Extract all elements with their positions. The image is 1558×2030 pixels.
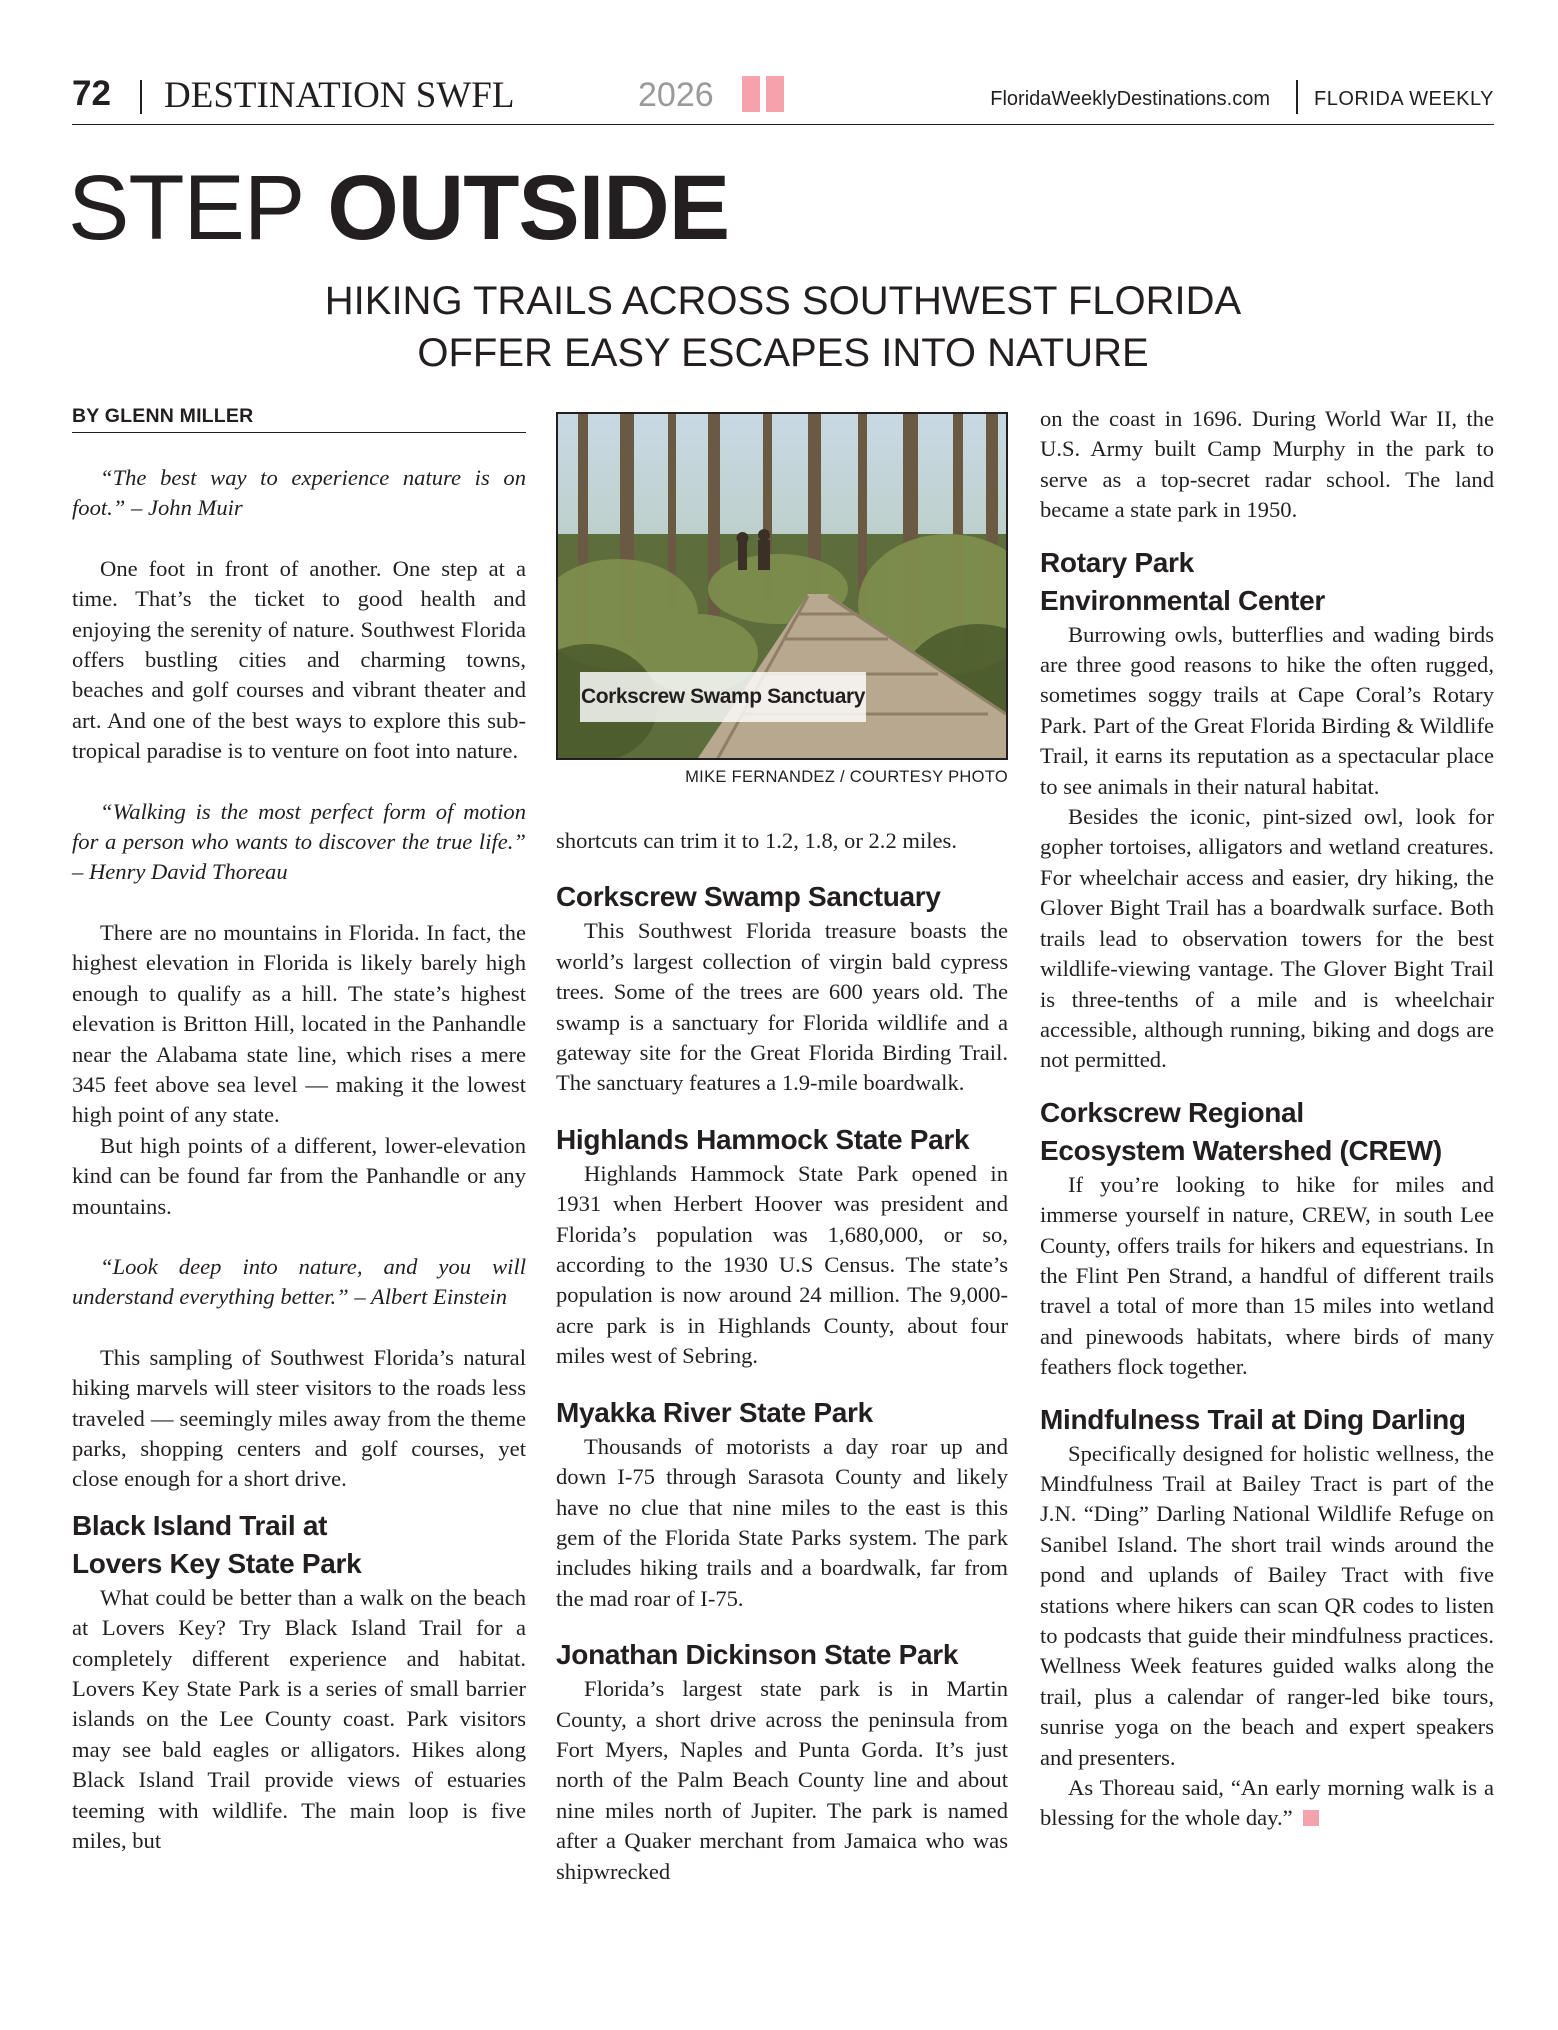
header-divider-right xyxy=(1296,80,1298,114)
article-subtitle-line2: OFFER EASY ESCAPES INTO NATURE xyxy=(417,331,1149,375)
photo-label: Corkscrew Swamp Sanctuary xyxy=(580,672,866,722)
paragraph: There are no mountains in Florida. In fact, the highest elevation in Florida is likely barely high enough to qualify as a hill. The state’s highest elevation is Britton Hill, located in the Panhandle near the Alabama state line, which rises a mere 345 feet above sea level — making it the lowest high point of any state. xyxy=(72,919,526,1128)
website-link[interactable]: FloridaWeeklyDestinations.com xyxy=(990,88,1270,110)
publication-name: FLORIDA WEEKLY xyxy=(1313,88,1494,110)
section-year: 2026 xyxy=(638,76,714,114)
paragraph: This sampling of Southwest Florida’s natural hiking marvels will steer visitors to the roads less traveled — seemingly miles away from the theme parks, shopping centers and golf courses, yet close enough for a short drive. xyxy=(72,1344,526,1492)
header-divider xyxy=(140,80,142,114)
heading-crew xyxy=(1040,1094,1494,1170)
accent-blocks xyxy=(742,76,784,112)
column-1 xyxy=(72,402,526,1856)
paragraph: Besides the iconic, pint-sized owl, look for gopher tortoises, alligators and wetland creatures. For wheelchair access and easier, dry hiking, the Glover Bight Trail has a boardwalk surface. Both trails lead to observation towers for the best wildlife-viewing vantage. The Glover Bight Trail is three-tenths of a mile and is wheelchair accessible, although running, biking and dogs are not permitted. xyxy=(1040,804,1494,1073)
paragraph: Burrowing owls, butterflies and wading birds are three good reasons to hike the often rugged, sometimes soggy trails at Cape Coral’s Rotary Park. Part of the Great Florida Birding & Wildlife Trail, it earns its reputation as a spectacular place to see animals in their natural habitat. xyxy=(1040,621,1494,799)
paragraph: shortcuts can trim it to 1.2, 1.8, or 2.2 miles. xyxy=(556,828,957,853)
heading-ding-darling: Mindfulness Trail at Ding Darling xyxy=(1040,1403,1466,1435)
heading-line: Corkscrew Regional xyxy=(1040,1096,1304,1128)
column-3 xyxy=(1040,404,1494,1834)
heading-line: Environmental Center xyxy=(1040,584,1325,616)
end-mark-icon xyxy=(1303,1810,1319,1826)
paragraph: Florida’s largest state park is in Martin County, a short drive across the peninsula from Fort Myers, Naples and Punta Gorda. It’s just north of the Palm Beach County line and about nine miles north of Jupiter. The park is named after a Quaker merchant from Jamaica who was shipwrecked xyxy=(556,1676,1008,1884)
title-light: STEP xyxy=(68,157,328,259)
paragraph: on the coast in 1696. During World War II, the U.S. Army built Camp Murphy in the park to serve as a top-secret radar school. The land became a state park in 1950. xyxy=(1040,406,1494,523)
heading-rotary-park xyxy=(1040,544,1494,620)
heading-line: Lovers Key State Park xyxy=(72,1547,362,1579)
article-subtitle-line1: HIKING TRAILS ACROSS SOUTHWEST FLORIDA xyxy=(324,279,1242,323)
photo-corkscrew-swamp xyxy=(556,412,1008,760)
heading-black-island xyxy=(72,1507,526,1583)
heading-corkscrew: Corkscrew Swamp Sanctuary xyxy=(556,881,941,913)
photo-credit: MIKE FERNANDEZ / COURTESY PHOTO xyxy=(685,768,1008,786)
quote-thoreau: “Walking is the most perfect form of motion for a person who wants to discover the true life.” – Henry David Thoreau xyxy=(72,798,526,885)
closing-paragraph xyxy=(1040,1773,1494,1834)
heading-line: Ecosystem Watershed (CREW) xyxy=(1040,1134,1442,1166)
paragraph: If you’re looking to hike for miles and immerse yourself in nature, CREW, in south Lee County, offers trails for hikers and equestrians. In the Flint Pen Strand, a handful of different trails travel a total of more than 15 miles into wetland and pinewoods habitats, where birds of many feathers flock together. xyxy=(1040,1171,1494,1380)
quote-einstein: “Look deep into nature, and you will understand everything better.” – Albert Einstein xyxy=(72,1253,526,1310)
byline: BY GLENN MILLER xyxy=(72,402,526,433)
heading-jonathan-dickinson: Jonathan Dickinson State Park xyxy=(556,1639,959,1671)
paragraph: This Southwest Florida treasure boasts the world’s largest collection of virgin bald cypress trees. Some of the trees are 600 years old. The swamp is a sanctuary for Florida wildlife and a gateway site for the Great Florida Birding Trail. The sanctuary features a 1.9-mile boardwalk. xyxy=(556,918,1008,1096)
paragraph: Thousands of motorists a day roar up and down I-75 through Sarasota County and likely have no clue that nine miles to the east is this gem of the Florida State Parks system. The park includes hiking trails and a boardwalk, far from the mad roar of I-75. xyxy=(556,1433,1008,1611)
heading-line: Rotary Park xyxy=(1040,546,1194,578)
paragraph: Highlands Hammock State Park opened in 1931 when Herbert Hoover was president and Florida’s population was 1,680,000, or so, according to the 1930 U.S Census. The state’s population is now around 24 million. The 9,000-acre park is in Highlands County, about four miles west of Sebring. xyxy=(556,1160,1008,1369)
heading-highlands: Highlands Hammock State Park xyxy=(556,1123,970,1155)
page-number: 72 xyxy=(72,74,111,113)
heading-line: Black Island Trail at xyxy=(72,1509,328,1541)
paragraph: Specifically designed for holistic wellness, the Mindfulness Trail at Bailey Tract is part of the J.N. “Ding” Darling National Wildlife Refuge on Sanibel Island. The short trail winds around the pond and uplands of Bailey Tract with five stations where hikers can scan QR codes to listen to podcasts that guide their mindfulness practices. Wellness Week features guided walks along the trail, plus a calendar of ranger-led bike tours, sunrise yoga on the beach and expert speakers and presenters. xyxy=(1040,1440,1494,1770)
quote-muir: “The best way to experience nature is on foot.” – John Muir xyxy=(72,465,526,521)
page-header xyxy=(72,72,1494,125)
article-title xyxy=(68,158,729,258)
section-title: DESTINATION SWFL xyxy=(164,75,515,116)
heading-myakka: Myakka River State Park xyxy=(556,1396,873,1428)
paragraph: What could be better than a walk on the beach at Lovers Key? Try Black Island Trail for a completely different experience and habitat. Lovers Key State Park is a series of small barrier islands on the Lee County coast. Park visitors may see bald eagles or alligators. Hikes along Black Island Trail provide views of estuaries teeming with wildlife. The main loop is five miles, but xyxy=(72,1584,526,1854)
column-2 xyxy=(556,826,1008,1887)
paragraph: But high points of a different, lower-elevation kind can be found far from the Panhandle or any mountains. xyxy=(72,1132,526,1219)
title-bold: OUTSIDE xyxy=(327,157,730,259)
paragraph: One foot in front of another. One step at a time. That’s the ticket to good health and enjoying the serenity of nature. Southwest Florida offers bustling cities and charming towns, beaches and golf courses and vibrant theater and art. And one of the best ways to explore this sub-tropical paradise is to venture on foot into nature. xyxy=(72,555,526,764)
closing-text: As Thoreau said, “An early morning walk is a blessing for the whole day.” xyxy=(1040,1775,1494,1831)
